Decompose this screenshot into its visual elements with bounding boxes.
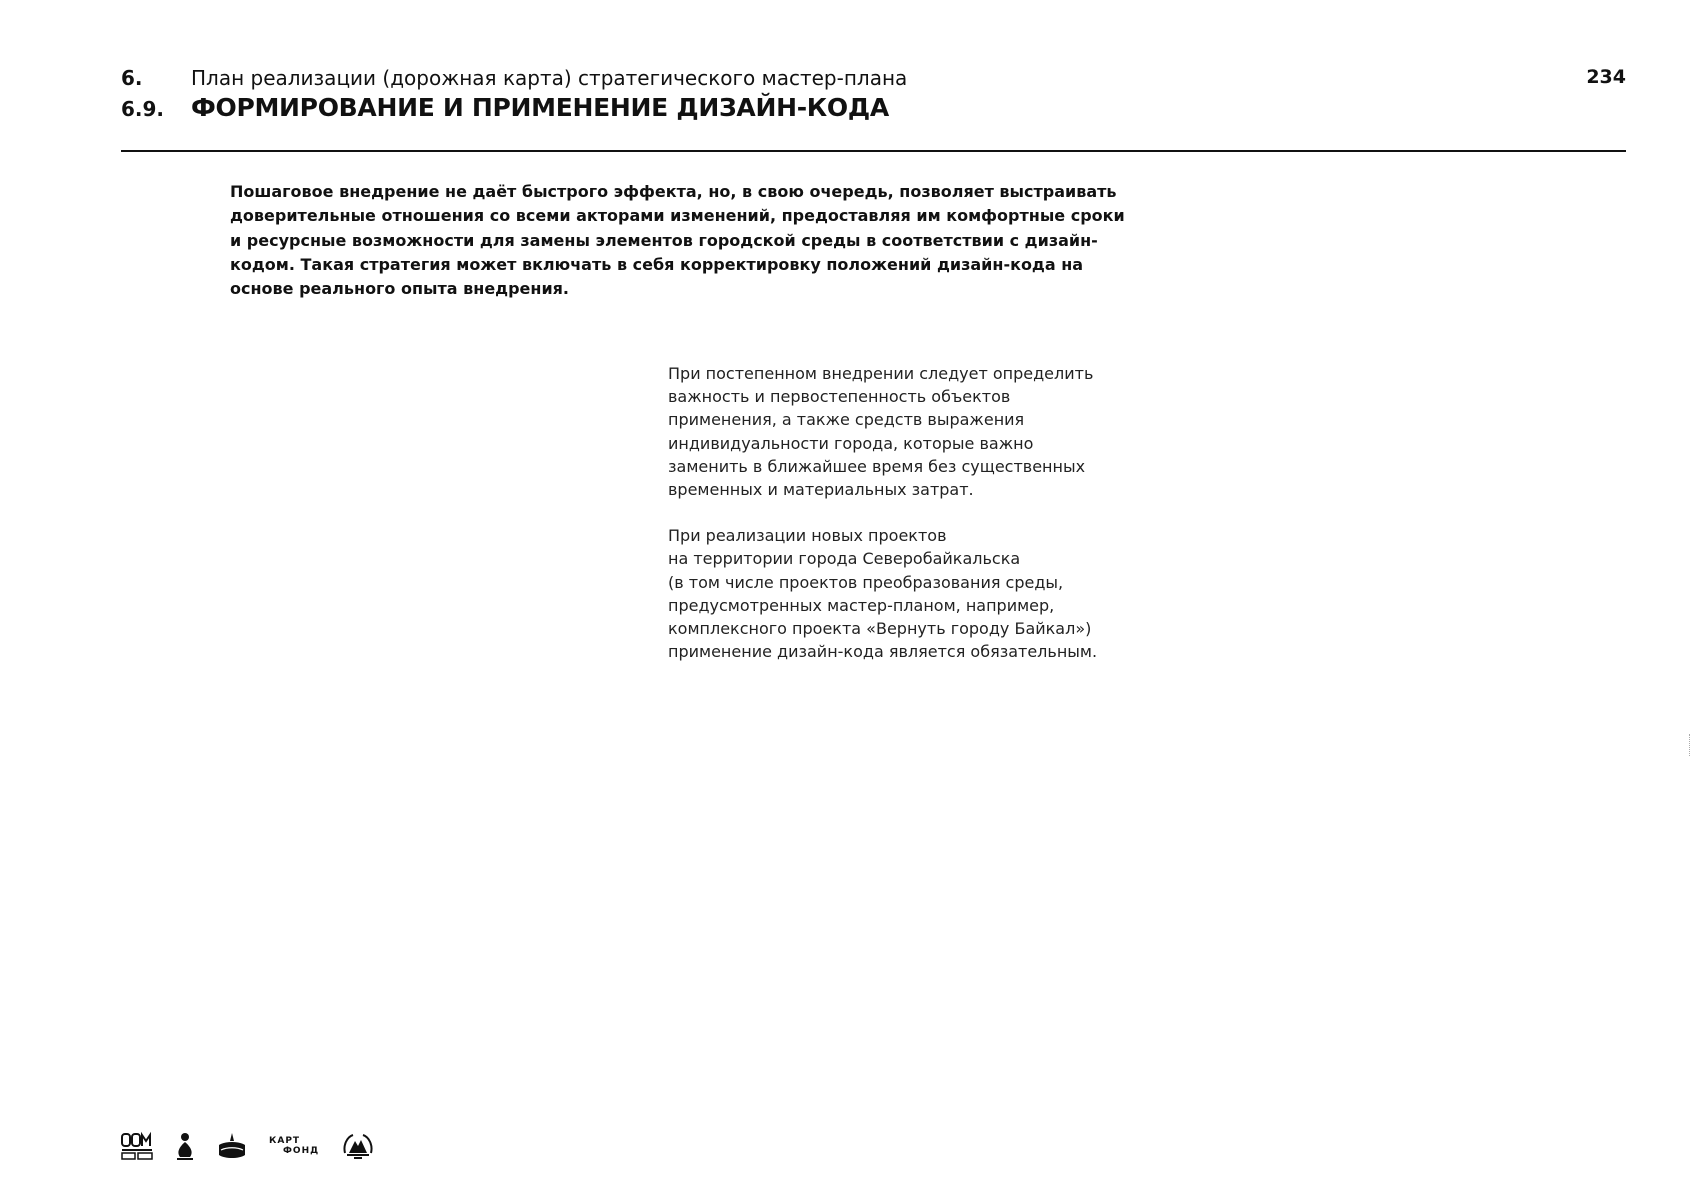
body-line: временных и материальных затрат.	[668, 480, 974, 500]
mountain-wreath-logo	[341, 1131, 375, 1161]
body-line: При постепенном внедрении следует определить	[668, 364, 1094, 383]
chapter-number: 6.	[121, 66, 143, 90]
edge-mark	[1689, 734, 1693, 756]
body-text	[668, 362, 1148, 686]
page-number: 234	[1586, 66, 1626, 88]
drop-figure-logo	[175, 1131, 195, 1161]
page-header	[121, 66, 1626, 152]
kart-fond-logo	[269, 1136, 319, 1156]
body-line: применения, а также средств выражения	[668, 410, 1025, 430]
section-number: 6.9.	[121, 97, 165, 121]
body-line: комплексного проекта «Вернуть городу Байкал»)	[668, 619, 1092, 639]
lead-paragraph	[230, 180, 1130, 301]
lake-boat-logo	[217, 1131, 247, 1161]
chapter-title: План реализации (дорожная карта) стратегического мастер-плана	[191, 66, 908, 90]
body-paragraph-2	[668, 524, 1148, 663]
body-line: заменить в ближайшее время без существенных	[668, 456, 1086, 476]
body-paragraph-1	[668, 362, 1148, 501]
partner-logos	[121, 1128, 397, 1164]
chapter-heading	[121, 66, 907, 90]
section-heading	[121, 93, 889, 122]
body-line: (в том числе проектов преобразования среды,	[668, 572, 1064, 592]
lead-line: кодом. Такая стратегия может включать в себя корректировку положений дизайн-кода на	[230, 254, 1084, 274]
lead-line: Пошаговое внедрение не даёт быстрого эффекта, но, в свою очередь, позволяет выстраивать	[230, 182, 1117, 201]
lead-line: основе реального опыта внедрения.	[230, 279, 570, 299]
lead-line: и ресурсные возможности для замены элементов городской среды в соответствии с дизайн-	[230, 230, 1098, 250]
kart-fond-text-line2: ФОНД	[283, 1146, 320, 1156]
dom-rf-logo	[121, 1131, 153, 1161]
body-line: на территории города Северобайкальска	[668, 549, 1021, 569]
body-line: важность и первостепенность объектов	[668, 387, 1011, 407]
lead-line: доверительные отношения со всеми акторами изменений, предоставляя им комфортные сроки	[230, 206, 1125, 226]
body-line: индивидуальности города, которые важно	[668, 433, 1034, 453]
body-line: При реализации новых проектов	[668, 526, 947, 546]
kart-fond-text-line1: КАРТ	[269, 1136, 301, 1146]
body-line: применение дизайн-кода является обязательным.	[668, 642, 1098, 662]
section-title: ФОРМИРОВАНИЕ И ПРИМЕНЕНИЕ ДИЗАЙН-КОДА	[191, 93, 889, 122]
body-line: предусмотренных мастер-планом, например,	[668, 595, 1055, 615]
